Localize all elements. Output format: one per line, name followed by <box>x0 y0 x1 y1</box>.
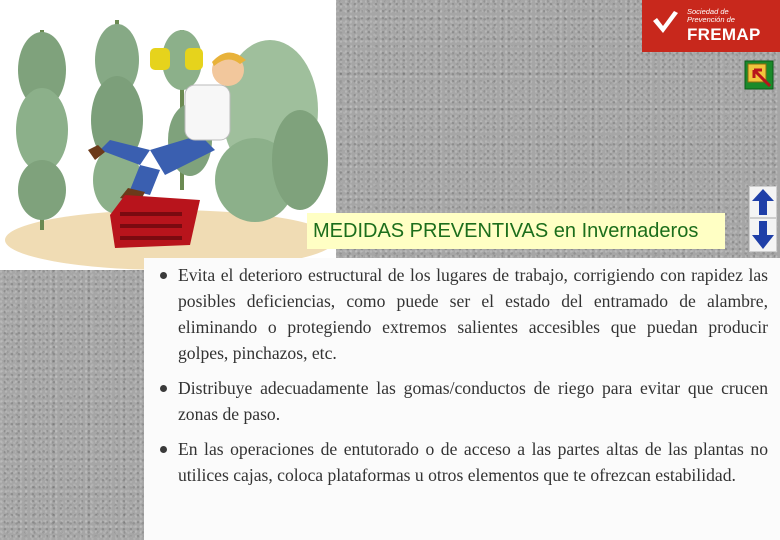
bullet-dot-icon <box>160 385 167 392</box>
greenhouse-worker-image <box>0 0 336 270</box>
arrow-down-icon <box>750 219 776 251</box>
red-crate <box>110 195 200 248</box>
slide-title: MEDIDAS PREVENTIVAS en Invernaderos <box>307 213 725 249</box>
list-item <box>158 262 768 366</box>
content-panel <box>144 258 780 540</box>
fremap-check-mark-icon <box>650 9 680 39</box>
logo-line-2: Prevención de <box>687 15 735 24</box>
worker-on-crate-illustration <box>0 0 336 270</box>
exit-door-icon <box>744 60 774 90</box>
logo-line-1: Sociedad de <box>687 7 729 16</box>
list-item <box>158 436 768 488</box>
next-slide-button[interactable] <box>749 218 777 252</box>
bullet-dot-icon <box>160 272 167 279</box>
previous-slide-button[interactable] <box>749 186 777 218</box>
list-item <box>158 375 768 427</box>
preventive-measures-list <box>158 262 768 497</box>
exit-button[interactable] <box>744 60 774 90</box>
bullet-text: Evita el deterioro estructural de los lugares de trabajo, corrigiendo con rapidez las posibles deficiencias, como puede ser el estado del entramado de alambre, eliminando o protegiendo extremos salientes accesibles que puedan producir golpes, pinchazos, etc. <box>178 265 768 363</box>
bullet-text: En las operaciones de entutorado o de acceso a las partes altas de las plantas no utilices cajas, coloca plataformas u otros elementos que te ofrezcan estabilidad. <box>178 439 768 485</box>
arrow-up-icon <box>750 187 776 217</box>
bullet-text: Distribuye adecuadamente las gomas/conductos de riego para evitar que crucen zonas de paso. <box>178 378 768 424</box>
bullet-dot-icon <box>160 446 167 453</box>
fremap-logo <box>642 0 780 52</box>
logo-brand: FREMAP <box>687 25 761 44</box>
